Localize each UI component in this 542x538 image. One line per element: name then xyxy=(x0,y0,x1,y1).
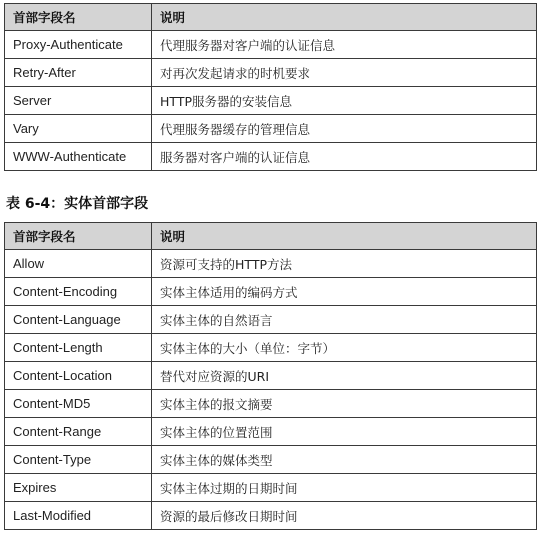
description-cell: 实体主体过期的日期时间 xyxy=(152,474,537,502)
entity-header-fields-table xyxy=(4,222,537,530)
table-row xyxy=(5,362,537,390)
description-cell: 服务器对客户端的认证信息 xyxy=(152,143,537,171)
table-caption: 表 6-4：实体首部字段 xyxy=(6,196,149,212)
description-cell: 实体主体适用的编码方式 xyxy=(152,278,537,306)
table-row xyxy=(5,250,537,278)
field-name-cell: Content-Range xyxy=(5,418,152,446)
field-name-cell: Vary xyxy=(5,115,152,143)
field-name-cell: Content-Encoding xyxy=(5,278,152,306)
column-header-description: 说明 xyxy=(152,223,537,250)
table-row xyxy=(5,334,537,362)
table-row xyxy=(5,278,537,306)
table-row xyxy=(5,306,537,334)
table-row xyxy=(5,115,537,143)
field-name-cell: Retry-After xyxy=(5,59,152,87)
field-name-cell: WWW-Authenticate xyxy=(5,143,152,171)
table-row xyxy=(5,59,537,87)
response-header-fields-table xyxy=(4,3,537,171)
table-row xyxy=(5,418,537,446)
description-cell: 实体主体的位置范围 xyxy=(152,418,537,446)
description-cell: 实体主体的报文摘要 xyxy=(152,390,537,418)
description-cell: 实体主体的大小（单位：字节） xyxy=(152,334,537,362)
field-name-cell: Content-Language xyxy=(5,306,152,334)
field-name-cell: Last-Modified xyxy=(5,502,152,530)
description-cell: 代理服务器对客户端的认证信息 xyxy=(152,31,537,59)
column-header-field-name: 首部字段名 xyxy=(5,223,152,250)
description-cell: 实体主体的媒体类型 xyxy=(152,446,537,474)
table-row xyxy=(5,390,537,418)
column-header-description: 说明 xyxy=(152,4,537,31)
table-header-row xyxy=(5,223,537,250)
field-name-cell: Server xyxy=(5,87,152,115)
table-row xyxy=(5,446,537,474)
description-cell: 对再次发起请求的时机要求 xyxy=(152,59,537,87)
table-row xyxy=(5,474,537,502)
table-row xyxy=(5,143,537,171)
description-cell: 实体主体的自然语言 xyxy=(152,306,537,334)
description-cell: 代理服务器缓存的管理信息 xyxy=(152,115,537,143)
field-name-cell: Allow xyxy=(5,250,152,278)
field-name-cell: Content-Type xyxy=(5,446,152,474)
field-name-cell: Proxy-Authenticate xyxy=(5,31,152,59)
description-cell: HTTP服务器的安装信息 xyxy=(152,87,537,115)
table-row xyxy=(5,87,537,115)
table-header-row xyxy=(5,4,537,31)
column-header-field-name: 首部字段名 xyxy=(5,4,152,31)
field-name-cell: Content-MD5 xyxy=(5,390,152,418)
description-cell: 资源可支持的HTTP方法 xyxy=(152,250,537,278)
field-name-cell: Content-Length xyxy=(5,334,152,362)
field-name-cell: Content-Location xyxy=(5,362,152,390)
table-row xyxy=(5,502,537,530)
field-name-cell: Expires xyxy=(5,474,152,502)
description-cell: 资源的最后修改日期时间 xyxy=(152,502,537,530)
table-row xyxy=(5,31,537,59)
description-cell: 替代对应资源的URI xyxy=(152,362,537,390)
